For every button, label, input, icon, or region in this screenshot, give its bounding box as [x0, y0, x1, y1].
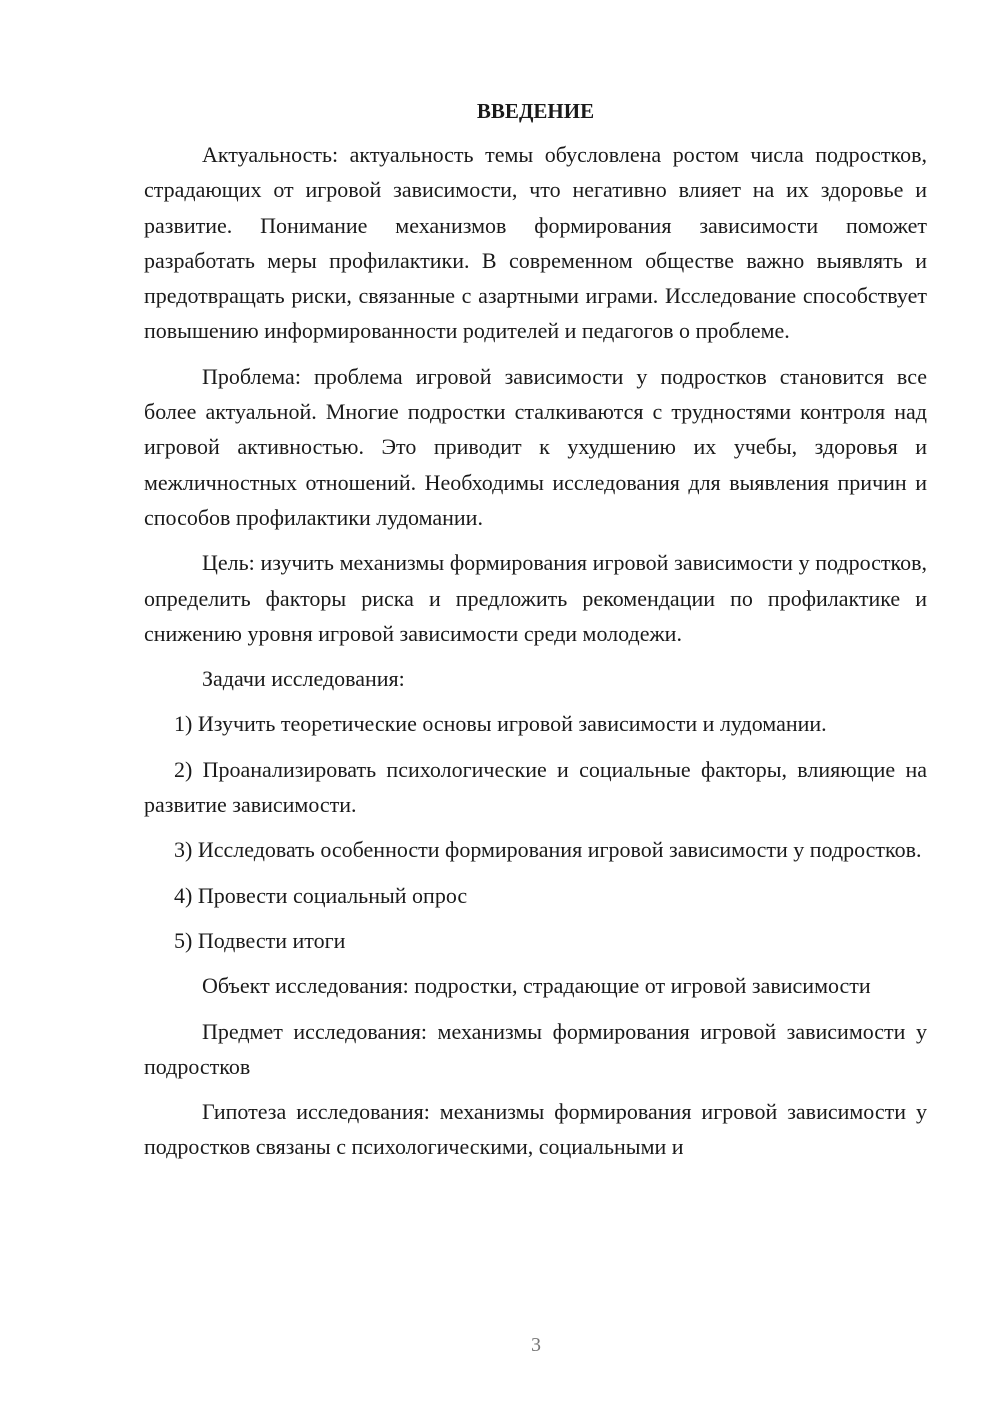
paragraph-object: Объект исследования: подростки, страдающие от игровой зависимости	[202, 973, 871, 999]
paragraph-problem: Проблема: проблема игровой зависимости у подростков становится все более актуальной. Многие подростки сталкиваются с трудностями контроля над игровой активностью. Это приводит к ухудшению их учебы, здоровья и межличностных отношений. Необходимы исследования для выявления причин и способов профилактики лудомании.	[144, 363, 927, 530]
paragraph-hypothesis: Гипотеза исследования: механизмы формирования игровой зависимости у подростков связаны с психологическими, социальными и	[144, 1099, 927, 1160]
page-title: ВВЕДЕНИЕ	[476, 99, 595, 123]
task-item-2: 2) Проанализировать психологические и социальные факторы, влияющие на развитие зависимости.	[144, 756, 927, 818]
paragraph-relevance: Актуальность: актуальность темы обусловлена ростом числа подростков, страдающих от игровой зависимости, что негативно влияет на их здоровье и развитие. Понимание механизмов формирования зависимости поможет разработать меры профилактики. В современном обществе важно выявлять и предотвращать риски, связанные с азартными играми. Исследование способствует повышению информированности родителей и педагогов о проблеме.	[144, 142, 927, 344]
page-number: 3	[531, 1334, 541, 1356]
paragraph-subject: Предмет исследования: механизмы формирования игровой зависимости у подростков	[144, 1018, 927, 1079]
task-item-4: 4) Провести социальный опрос	[174, 882, 468, 908]
task-item-5: 5) Подвести итоги	[174, 927, 346, 953]
task-item-1: 1) Изучить теоретические основы игровой зависимости и лудомании.	[174, 711, 827, 737]
paragraph-goal: Цель: изучить механизмы формирования игровой зависимости у подростков, определить факторы риска и предложить рекомендации по профилактике и снижению уровня игровой зависимости среди молодежи.	[144, 550, 927, 646]
tasks-heading: Задачи исследования:	[202, 666, 405, 692]
task-item-3: 3) Исследовать особенности формирования игровой зависимости у подростков.	[174, 837, 922, 863]
page-content	[144, 96, 927, 1175]
